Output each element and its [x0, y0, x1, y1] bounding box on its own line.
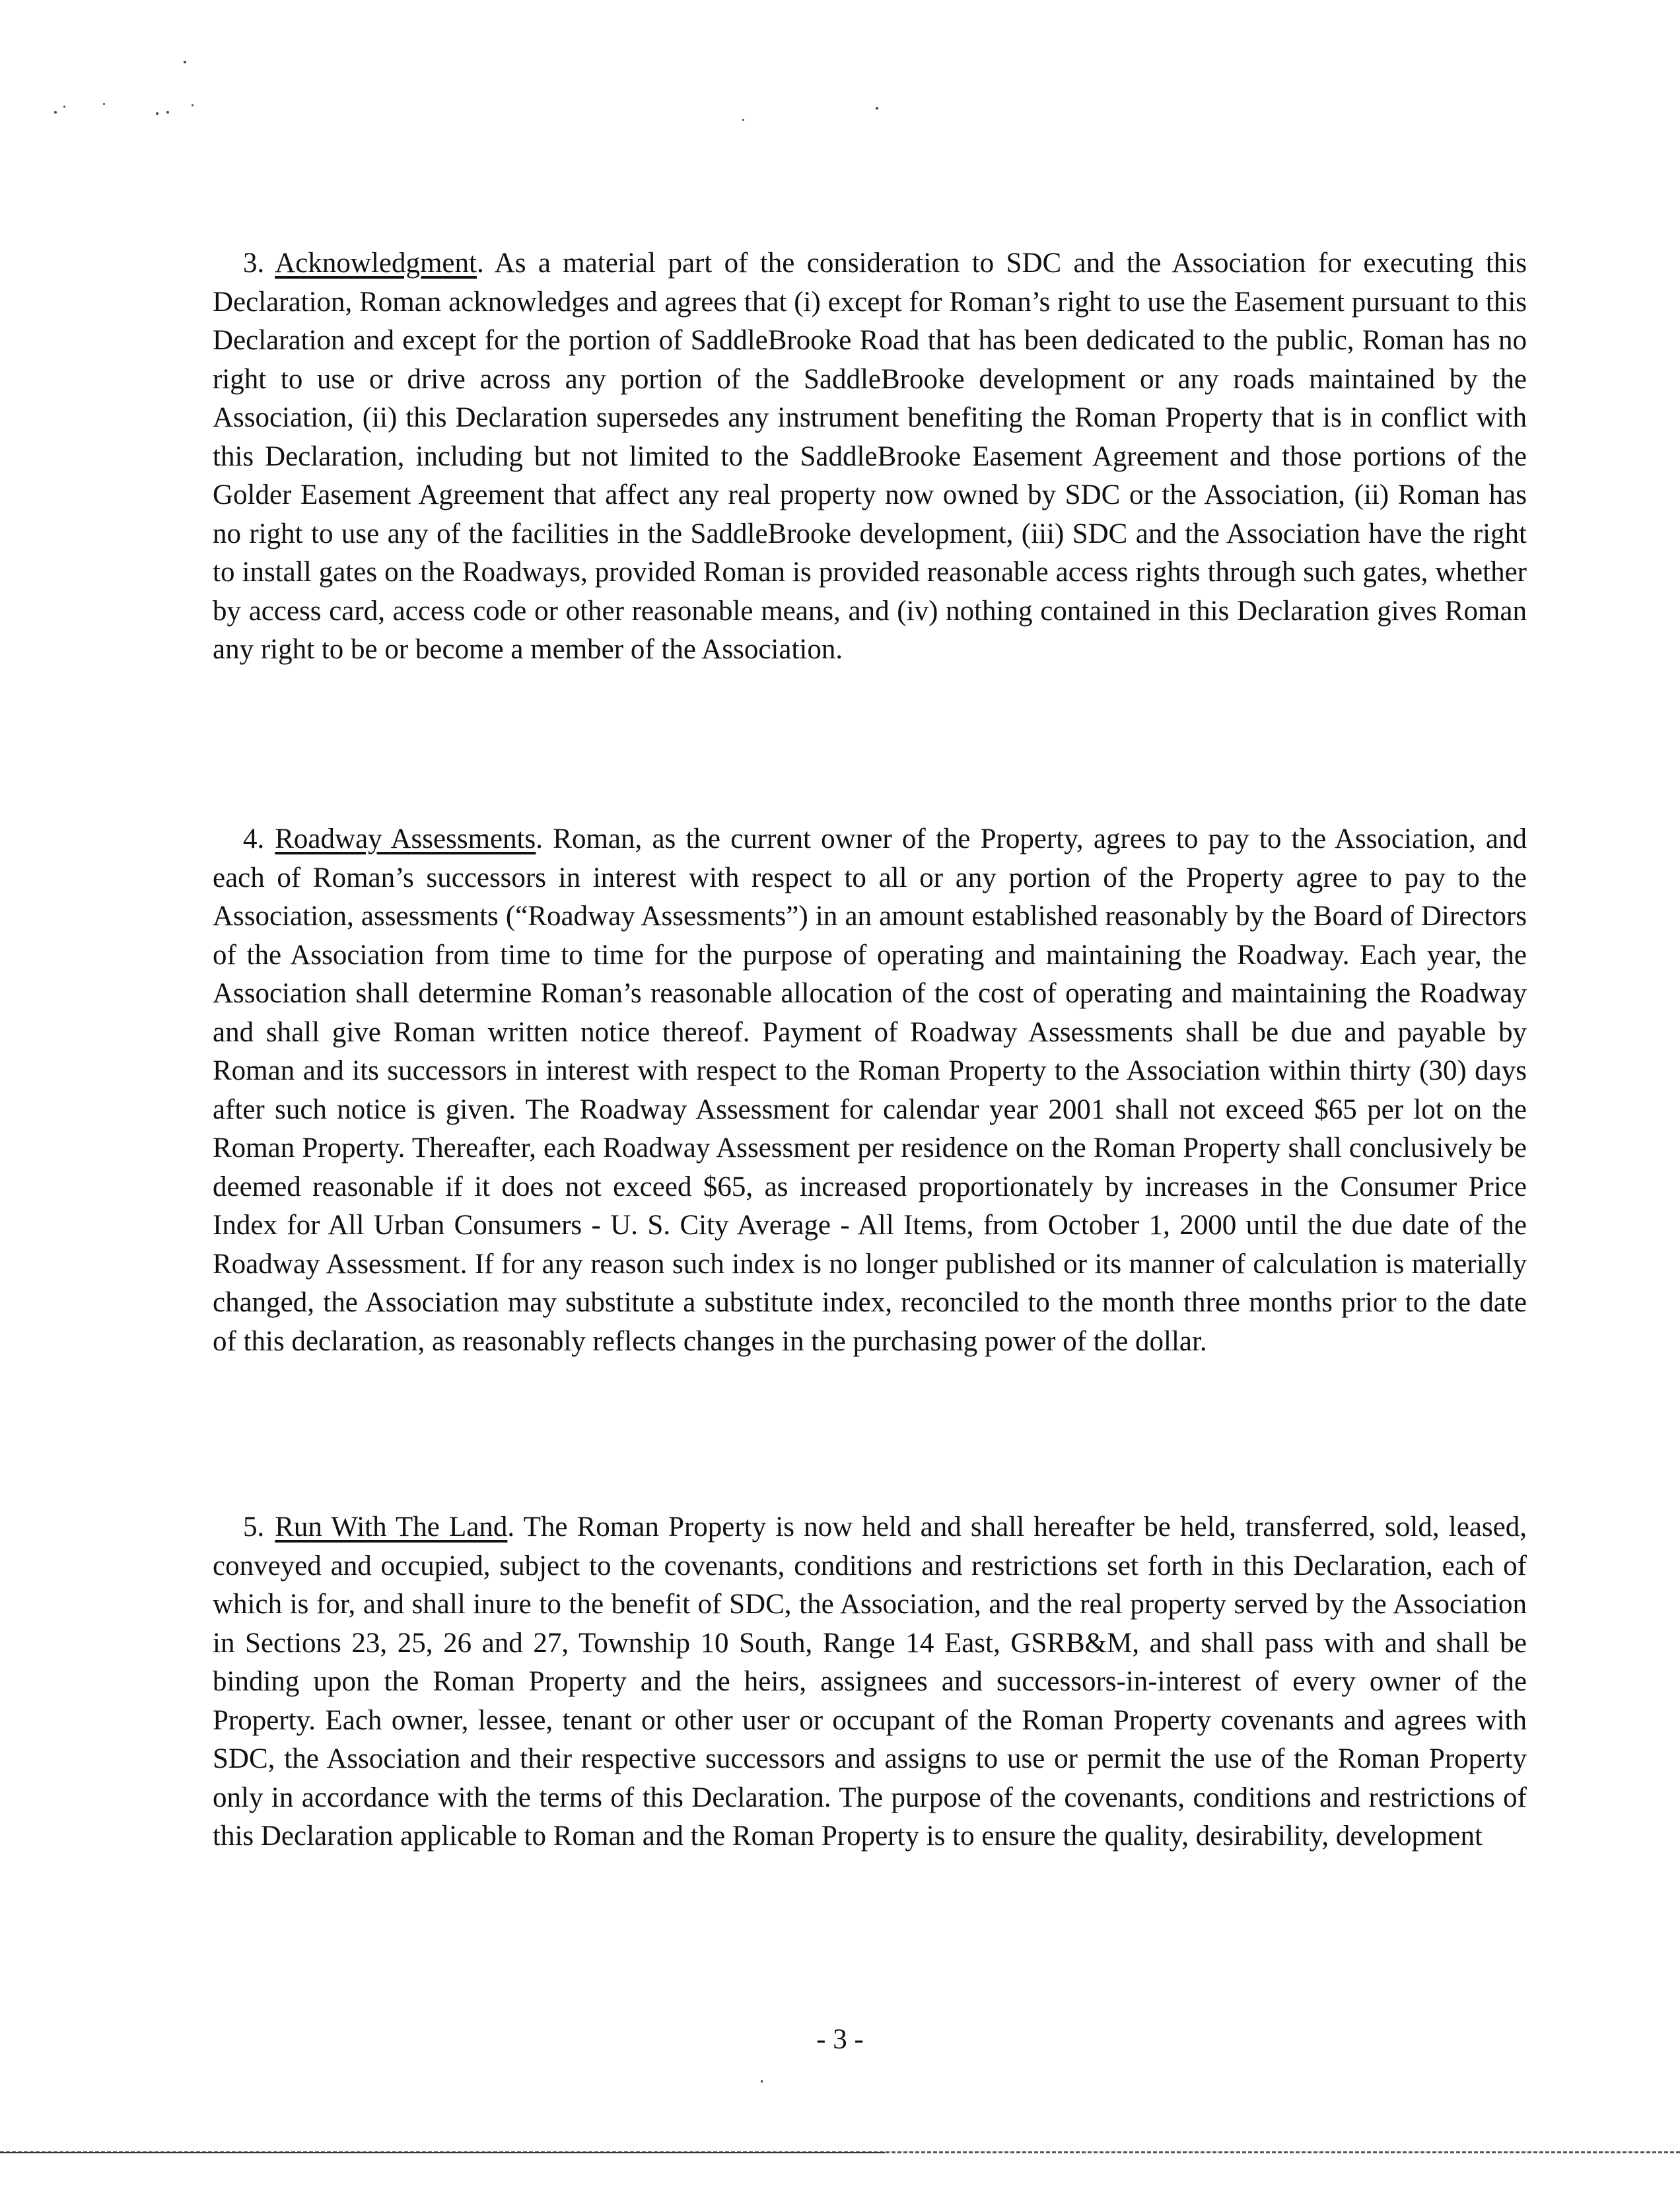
scan-speck	[742, 119, 744, 121]
scan-speck	[54, 111, 57, 114]
scan-speck	[166, 111, 169, 114]
scan-speck	[761, 2080, 763, 2083]
section-body: . As a material part of the consideration to SDC and the Association for executing this Declaration, Roman acknowledges and agrees that (i) except for Roman’s right to use the Easement pursuant to this Declaration and except for the portion of SaddleBrooke Road that has been dedicated to the public, Roman has no right to use or drive across any portion of the SaddleBrooke development or any roads maintained by the Association, (ii) this Declaration supersedes any instrument benefiting the Roman Property that is in conflict with this Declaration, including but not limited to the SaddleBrooke Easement Agreement and those portions of the Golder Easement Agreement that affect any real property now owned by SDC or the Association, (ii) Roman has no right to use any of the facilities in the SaddleBrooke development, (iii) SDC and the Association have the right to install gates on the Roadways, provided Roman is provided reasonable access rights through such gates, whether by access card, access code or other reasonable means, and (iv) nothing contained in this Declaration gives Roman any right to be or become a member of the Association.	[213, 248, 1527, 665]
footer-divider-solid	[0, 2152, 885, 2153]
scan-speck	[156, 112, 158, 115]
scan-speck	[192, 104, 193, 106]
page-number: - 3 -	[816, 2024, 864, 2055]
section-roadway-assessments	[213, 820, 1527, 1361]
scan-speck	[63, 106, 65, 108]
section-body: . The Roman Property is now held and shall hereafter be held, transferred, sold, leased, conveyed and occupied, subject to the covenants, conditions and restrictions set forth in this Declaration, each of which is for, and shall inure to the benefit of SDC, the Association, and the real property served by the Association in Sections 23, 25, 26 and 27, Township 10 South, Range 14 East, GSRB&M, and shall pass with and shall be binding upon the Roman Property and the heirs, assignees and successors-in-interest of every owner of the Property. Each owner, lessee, tenant or other user or occupant of the Roman Property covenants and agrees with SDC, the Association and their respective successors and assigns to use or permit the use of the Roman Property only in accordance with the terms of this Declaration. The purpose of the covenants, conditions and restrictions of this Declaration applicable to Roman and the Roman Property is to ensure the quality, desirability, development	[213, 1511, 1527, 1852]
scan-speck	[876, 107, 878, 110]
section-heading: Run With The Land	[275, 1511, 508, 1543]
section-body: . Roman, as the current owner of the Property, agrees to pay to the Association, and each of Roman’s successors in interest with respect to all or any portion of the Property agree to pay to the Association, assessments (“Roadway Assessments”) in an amount established reasonably by the Board of Directors of the Association from time to time for the purpose of operating and maintaining the Roadway. Each year, the Association shall determine Roman’s reasonable allocation of the cost of operating and maintaining the Roadway and shall give Roman written notice thereof. Payment of Roadway Assessments shall be due and payable by Roman and its successors in interest with respect to the Roman Property to the Association within thirty (30) days after such notice is given. The Roadway Assessment for calendar year 2001 shall not exceed $65 per lot on the Roman Property. Thereafter, each Roadway Assessment per residence on the Roman Property shall conclusively be deemed reasonable if it does not exceed $65, as increased proportionately by increases in the Consumer Price Index for All Urban Consumers - U. S. City Average - All Items, from October 1, 2000 until the due date of the Roadway Assessment. If for any reason such index is no longer published or its manner of calculation is materially changed, the Association may substitute a substitute index, reconciled to the month three months prior to the date of this declaration, as reasonably reflects changes in the purchasing power of the dollar.	[213, 823, 1527, 1357]
section-number: 3.	[243, 248, 265, 279]
section-number: 5.	[243, 1511, 265, 1543]
section-acknowledgment	[213, 244, 1527, 670]
scan-speck	[103, 103, 105, 105]
section-heading: Roadway Assessments	[275, 823, 536, 854]
scan-speck	[184, 61, 186, 63]
section-number: 4.	[243, 823, 265, 854]
section-run-with-the-land	[213, 1508, 1527, 1856]
section-heading: Acknowledgment	[275, 248, 477, 279]
